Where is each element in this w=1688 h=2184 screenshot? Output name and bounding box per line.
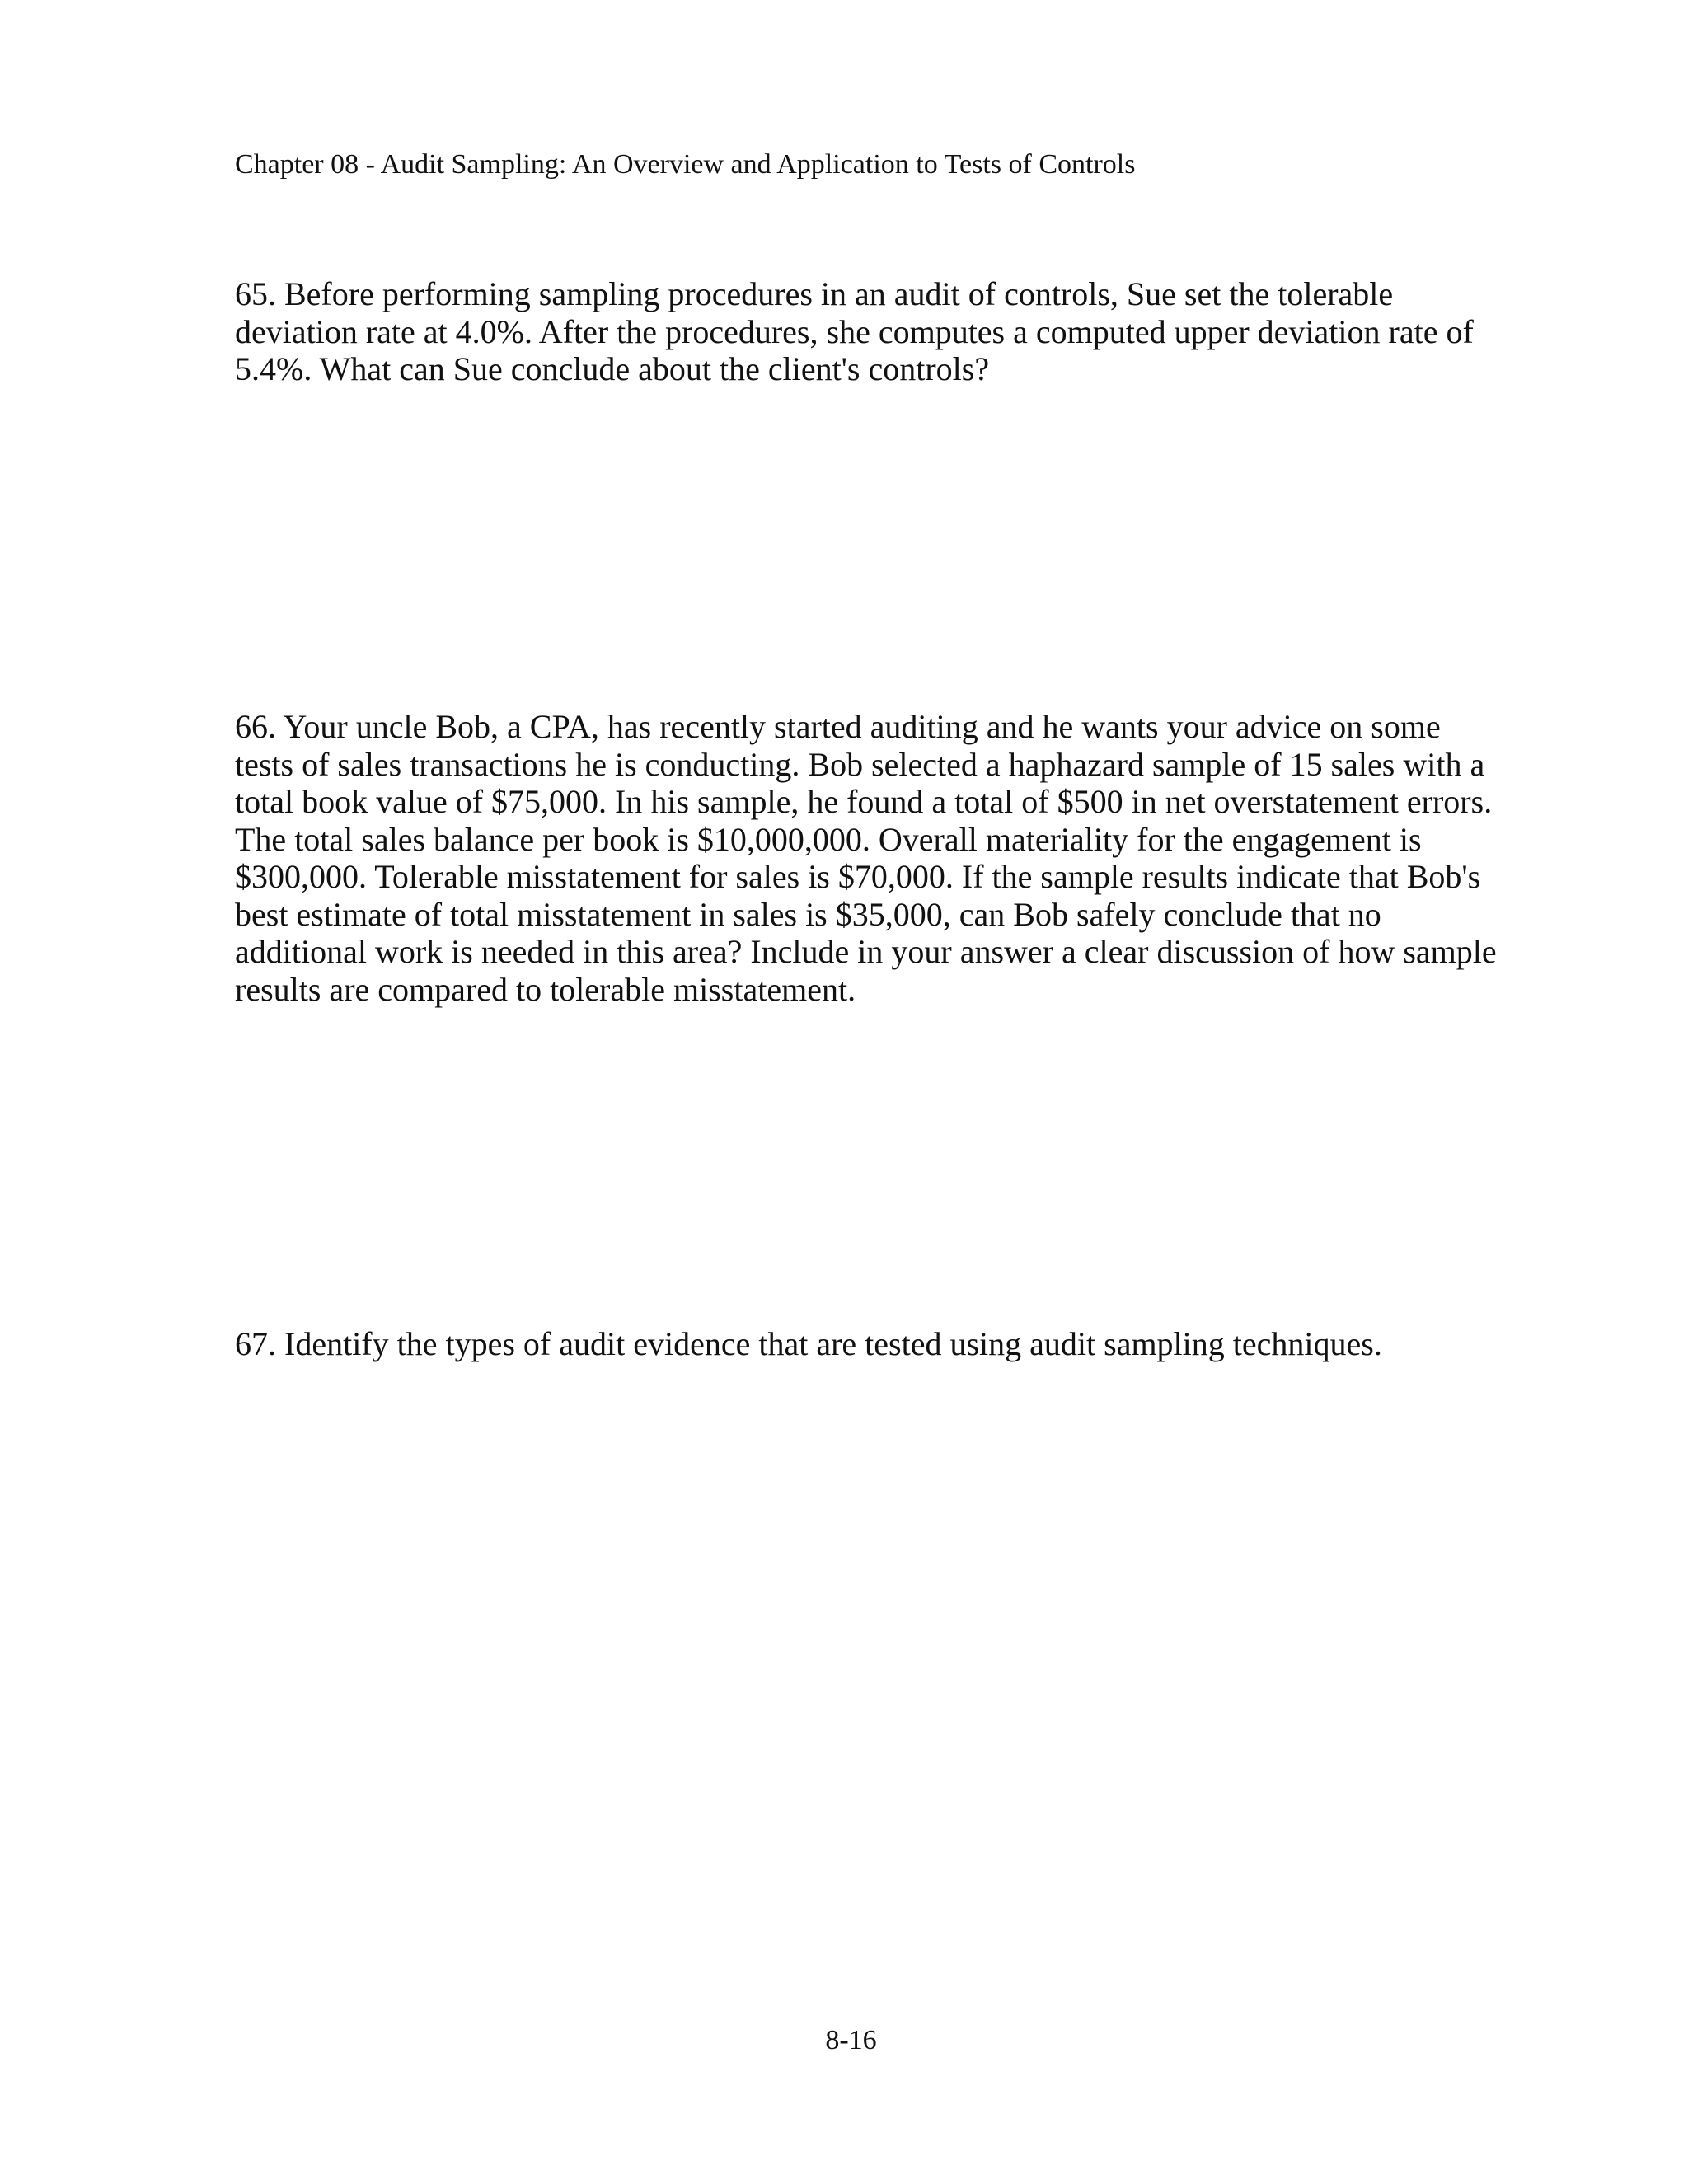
question-line: results are compared to tolerable misstatement. <box>235 970 856 1008</box>
question-line: best estimate of total misstatement in sales is $35,000, can Bob safely conclude that no <box>235 895 1381 933</box>
question-line: 65. Before performing sampling procedures in an audit of controls, Sue set the tolerable <box>235 275 1394 312</box>
chapter-header: Chapter 08 - Audit Sampling: An Overview and Application to Tests of Controls <box>235 149 1136 180</box>
question-line: additional work is needed in this area? Include in your answer a clear discussion of how sample <box>235 933 1497 970</box>
question-line: total book value of $75,000. In his sample, he found a total of $500 in net overstatement errors. <box>235 783 1493 820</box>
question-line: 5.4%. What can Sue conclude about the client's controls? <box>235 350 990 387</box>
question-67 <box>235 1325 1488 1363</box>
question-line: 66. Your uncle Bob, a CPA, has recently started auditing and he wants your advice on some <box>235 708 1441 745</box>
question-65 <box>235 275 1488 388</box>
question-line: 67. Identify the types of audit evidence that are tested using audit sampling techniques. <box>235 1325 1382 1362</box>
question-66 <box>235 708 1497 1008</box>
page-number: 8-16 <box>825 2025 877 2055</box>
question-line: tests of sales transactions he is conducting. Bob selected a haphazard sample of 15 sales with a <box>235 745 1485 783</box>
question-line: deviation rate at 4.0%. After the procedures, she computes a computed upper deviation rate of <box>235 312 1474 350</box>
question-line: $300,000. Tolerable misstatement for sales is $70,000. If the sample results indicate that Bob's <box>235 858 1481 895</box>
question-line: The total sales balance per book is $10,000,000. Overall materiality for the engagement is <box>235 820 1422 858</box>
